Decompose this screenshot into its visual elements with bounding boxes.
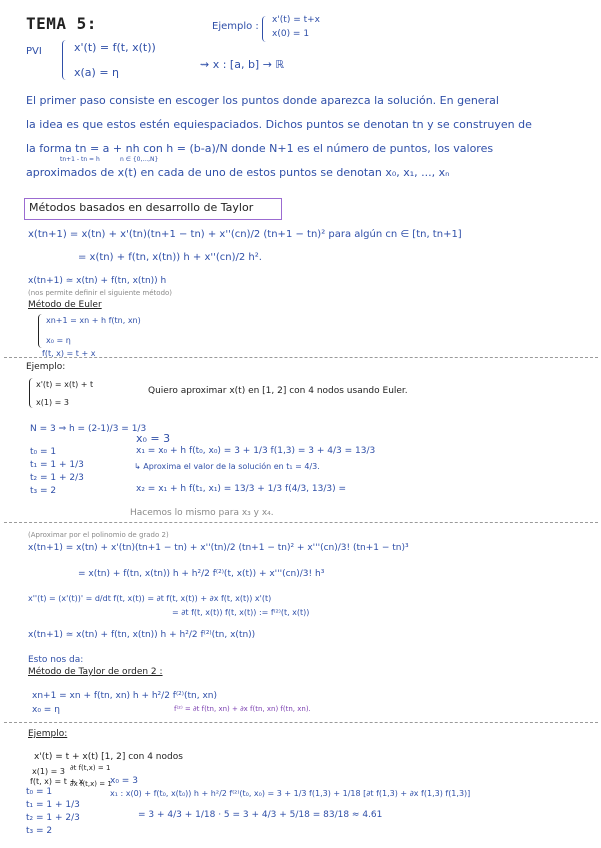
ej1-brace [29,378,35,408]
pvi-eq2: x(a) = η [74,66,120,79]
ej1-goal: Quiero aproximar x(t) en [1, 2] con 4 nodos usando Euler. [148,386,408,396]
divider-3 [4,722,598,723]
pvi-eq1: x'(t) = f(t, x(t)) [74,41,156,54]
ej1-label: Ejemplo: [26,362,66,372]
ej2-x0: x₀ = 3 [110,776,138,786]
intro-small-2: n ∈ {0,...,N} [120,156,159,163]
ej1-h: N = 3 ⇒ h = (2-1)/3 = 1/3 [30,424,147,434]
taylor-eq-2: = x(tn) + f(tn, x(tn)) h + x''(cn)/2 h². [78,252,262,263]
ej1-sys-1: x'(t) = x(t) + t [36,380,94,389]
ej2-t0: t₀ = 1 [26,787,53,797]
intro-line-3: la forma tn = a + nh con h = (b-a)/N donde N+1 es el número de puntos, los valores [26,142,494,155]
divider-2 [4,522,598,523]
euler-title: Método de Euler [28,300,102,310]
taylor2-sys-2: x₀ = η [32,705,60,715]
ej1-x0: x₀ = 3 [136,432,171,445]
euler-brace [38,314,44,348]
ej2-ic: x(1) = 3 [32,767,65,776]
example-label-header: Ejemplo : [212,21,259,32]
intro-line-1: El primer paso consiste en escoger los puntos donde aparezca la solución. En general [26,94,499,107]
pvi-brace [62,40,68,80]
euler-approx: x(tn+1) ≃ x(tn) + f(tn, x(tn)) h [28,276,167,286]
ej2-x1b: = 3 + 4/3 + 1/18 · 5 = 3 + 4/3 + 5/18 = 83/18 ≈ 4.61 [138,810,383,820]
pvi-map: ⇝ x : [a, b] → ℝ [200,58,285,71]
euler-note: (nos permite definir el siguiente método) [28,289,173,297]
divider-1 [4,357,598,358]
ej1-t1: t₁ = 1 + 1/3 [30,460,84,470]
euler-sys-2: x₀ = η [46,336,71,345]
page-title: TEMA 5: [26,14,97,33]
taylor2-eq-4: = ∂t f(t, x(t)) f(t, x(t)) := f⁽²⁾(t, x(t)) [172,608,310,617]
ej2-x1: x₁ : x(0) + f(t₀, x(t₀)) h + h²/2 f⁽²⁾(t₀, x₀) = 3 + 1/3 f(1,3) + 1/18 [∂t f(1,3) + ∂x f(1,3) f(1,3)] [110,789,471,798]
example-eq1: x'(t) = t+x [272,15,321,25]
ej2-label: Ejemplo: [28,729,68,739]
taylor2-eq-2: = x(tn) + f(tn, x(tn)) h + h²/2 f⁽²⁾(t, x(t)) + x'''(cn)/3! h³ [78,569,325,579]
taylor2-sys-1: xn+1 = xn + f(tn, xn) h + h²/2 f⁽²⁾(tn, xn) [32,691,217,701]
ej2-d2: ∂x f(t,x) = 1 [70,780,112,788]
ej1-note: ↳ Aproxima el valor de la solución en t₁ = 4/3. [134,462,320,471]
example-eq2: x(0) = 1 [272,29,310,39]
ej2-f: f(t, x) = t + x [30,777,84,786]
ej1-t3: t₃ = 2 [30,486,57,496]
pvi-label: PVI [26,46,42,57]
example-brace [262,16,268,42]
intro-line-4: aproximados de x(t) en cada de uno de estos puntos se denotan x₀, x₁, ..., xₙ [26,166,450,179]
taylor2-method: Método de Taylor de orden 2 : [28,667,163,677]
taylor2-note: (Aproximar por el polinomio de grado 2) [28,531,169,539]
intro-line-2: la idea es que estos estén equiespaciados. Dichos puntos se denotan tn y se construyen de [26,118,532,131]
ej2-ode: x'(t) = t + x(t) [1, 2] con 4 nodos [34,752,183,762]
ej1-sys-2: x(1) = 3 [36,398,69,407]
intro-small-1: tn+1 - tn = h [60,156,100,163]
ej1-t0: t₀ = 1 [30,447,57,457]
ej1-rest: Hacemos lo mismo para x₃ y x₄. [130,508,274,518]
ej1-x1: x₁ = x₀ + h f(t₀, x₀) = 3 + 1/3 f(1,3) = 3 + 4/3 = 13/3 [136,446,376,456]
ej2-t2: t₂ = 1 + 2/3 [26,813,80,823]
ej1-x2: x₂ = x₁ + h f(t₁, x₁) = 13/3 + 1/3 f(4/3, 13/3) = [136,484,347,494]
taylor-box-title: Métodos basados en desarrollo de Taylor [29,201,254,214]
taylor-eq-1: x(tn+1) = x(tn) + x'(tn)(tn+1 − tn) + x''(cn)/2 (tn+1 − tn)² para algún cn ∈ [tn, tn+1] [28,229,462,240]
taylor2-eq-3: x''(t) = (x'(t))' = d/dt f(t, x(t)) = ∂t f(t, x(t)) + ∂x f(t, x(t)) x'(t) [28,594,272,603]
taylor2-lead: Esto nos da: [28,655,84,665]
taylor2-f2def: f⁽²⁾ = ∂t f(tn, xn) + ∂x f(tn, xn) f(tn, xn). [174,705,311,713]
ej1-t2: t₂ = 1 + 2/3 [30,473,84,483]
ej2-t1: t₁ = 1 + 1/3 [26,800,80,810]
euler-sys-1: xn+1 = xn + h f(tn, xn) [46,316,141,325]
taylor2-eq-5: x(tn+1) ≃ x(tn) + f(tn, x(tn)) h + h²/2 f⁽²⁾(tn, x(tn)) [28,630,256,640]
ej2-d1: ∂t f(t,x) = 1 [70,764,111,772]
taylor2-eq-1: x(tn+1) = x(tn) + x'(tn)(tn+1 − tn) + x''(tn)/2 (tn+1 − tn)² + x'''(cn)/3! (tn+1 − tn)³ [28,543,409,553]
ej2-t3: t₃ = 2 [26,826,53,836]
euler-sys-3: f(t, x) = t + x [42,349,96,358]
